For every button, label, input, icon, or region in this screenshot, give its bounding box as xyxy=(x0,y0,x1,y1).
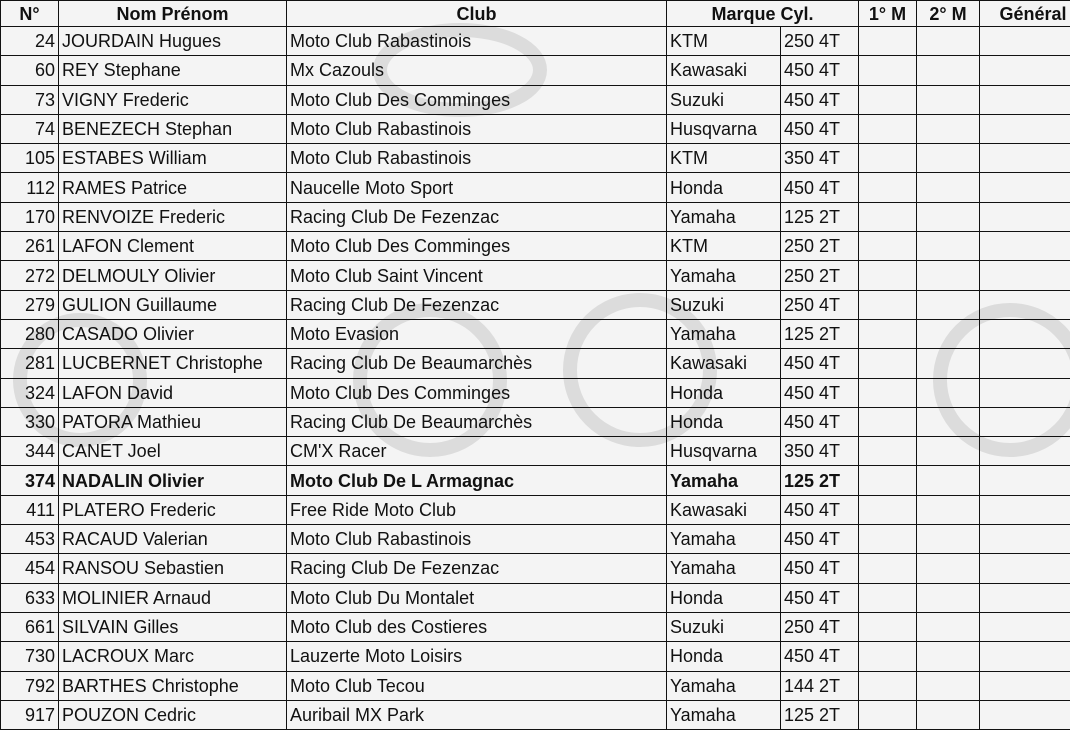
rider-number: 60 xyxy=(1,56,59,85)
rider-number: 917 xyxy=(1,700,59,729)
rider-club: Moto Club De L Armagnac xyxy=(287,466,667,495)
manche-2-cell xyxy=(917,642,980,671)
rider-number: 411 xyxy=(1,495,59,524)
bike-brand: Yamaha xyxy=(667,261,781,290)
manche-1-cell xyxy=(859,466,917,495)
rider-club: Moto Club Des Comminges xyxy=(287,85,667,114)
manche-2-cell xyxy=(917,407,980,436)
table-row xyxy=(1,437,1070,466)
table-row xyxy=(1,378,1070,407)
rider-number: 661 xyxy=(1,612,59,641)
table-row xyxy=(1,700,1070,729)
manche-2-cell xyxy=(917,27,980,56)
bike-brand: Yamaha xyxy=(667,202,781,231)
rider-name: DELMOULY Olivier xyxy=(59,261,287,290)
manche-1-cell xyxy=(859,114,917,143)
general-cell xyxy=(980,525,1070,554)
table-row xyxy=(1,466,1070,495)
rider-name: RENVOIZE Frederic xyxy=(59,202,287,231)
rider-number: 792 xyxy=(1,671,59,700)
rider-number: 633 xyxy=(1,583,59,612)
rider-name: RAMES Patrice xyxy=(59,173,287,202)
header-marque-cyl: Marque Cyl. xyxy=(667,1,859,27)
manche-2-cell xyxy=(917,700,980,729)
manche-2-cell xyxy=(917,202,980,231)
rider-club: Auribail MX Park xyxy=(287,700,667,729)
table-row xyxy=(1,290,1070,319)
table-row xyxy=(1,27,1070,56)
rider-number: 281 xyxy=(1,349,59,378)
manche-1-cell xyxy=(859,437,917,466)
bike-brand: Honda xyxy=(667,173,781,202)
manche-1-cell xyxy=(859,85,917,114)
bike-cylinder: 450 4T xyxy=(781,114,859,143)
table-row xyxy=(1,85,1070,114)
bike-cylinder: 250 2T xyxy=(781,232,859,261)
rider-number: 280 xyxy=(1,319,59,348)
general-cell xyxy=(980,173,1070,202)
bike-cylinder: 125 2T xyxy=(781,319,859,348)
manche-2-cell xyxy=(917,173,980,202)
rider-number: 453 xyxy=(1,525,59,554)
general-cell xyxy=(980,56,1070,85)
rider-name: CASADO Olivier xyxy=(59,319,287,348)
rider-number: 261 xyxy=(1,232,59,261)
bike-brand: Yamaha xyxy=(667,671,781,700)
manche-1-cell xyxy=(859,583,917,612)
manche-1-cell xyxy=(859,319,917,348)
manche-1-cell xyxy=(859,671,917,700)
general-cell xyxy=(980,378,1070,407)
general-cell xyxy=(980,261,1070,290)
table-row xyxy=(1,202,1070,231)
rider-name: ESTABES William xyxy=(59,144,287,173)
general-cell xyxy=(980,466,1070,495)
general-cell xyxy=(980,495,1070,524)
bike-brand: Yamaha xyxy=(667,319,781,348)
rider-name: PLATERO Frederic xyxy=(59,495,287,524)
bike-cylinder: 450 4T xyxy=(781,173,859,202)
manche-1-cell xyxy=(859,202,917,231)
manche-2-cell xyxy=(917,144,980,173)
bike-cylinder: 450 4T xyxy=(781,56,859,85)
manche-2-cell xyxy=(917,612,980,641)
bike-brand: Husqvarna xyxy=(667,437,781,466)
rider-club: Moto Club Des Comminges xyxy=(287,378,667,407)
manche-1-cell xyxy=(859,290,917,319)
rider-club: Moto Club Rabastinois xyxy=(287,144,667,173)
bike-brand: Kawasaki xyxy=(667,349,781,378)
bike-cylinder: 450 4T xyxy=(781,407,859,436)
table-row xyxy=(1,261,1070,290)
rider-name: BARTHES Christophe xyxy=(59,671,287,700)
bike-cylinder: 144 2T xyxy=(781,671,859,700)
manche-2-cell xyxy=(917,466,980,495)
general-cell xyxy=(980,671,1070,700)
rider-name: LUCBERNET Christophe xyxy=(59,349,287,378)
table-row xyxy=(1,232,1070,261)
table-row xyxy=(1,56,1070,85)
bike-brand: Honda xyxy=(667,378,781,407)
table-row xyxy=(1,525,1070,554)
rider-name: JOURDAIN Hugues xyxy=(59,27,287,56)
manche-1-cell xyxy=(859,56,917,85)
table-row xyxy=(1,495,1070,524)
rider-club: Racing Club De Fezenzac xyxy=(287,202,667,231)
header-row xyxy=(1,1,1070,27)
rider-name: BENEZECH Stephan xyxy=(59,114,287,143)
manche-1-cell xyxy=(859,144,917,173)
table-row xyxy=(1,319,1070,348)
rider-name: SILVAIN Gilles xyxy=(59,612,287,641)
table-row xyxy=(1,554,1070,583)
rider-number: 454 xyxy=(1,554,59,583)
table-row xyxy=(1,671,1070,700)
bike-brand: Honda xyxy=(667,583,781,612)
rider-name: GULION Guillaume xyxy=(59,290,287,319)
bike-brand: KTM xyxy=(667,232,781,261)
rider-number: 74 xyxy=(1,114,59,143)
header-num: N° xyxy=(1,1,59,27)
rider-name: RACAUD Valerian xyxy=(59,525,287,554)
general-cell xyxy=(980,437,1070,466)
rider-club: Moto Club Rabastinois xyxy=(287,114,667,143)
general-cell xyxy=(980,642,1070,671)
manche-2-cell xyxy=(917,378,980,407)
table-row xyxy=(1,144,1070,173)
bike-cylinder: 250 4T xyxy=(781,612,859,641)
rider-number: 374 xyxy=(1,466,59,495)
bike-cylinder: 250 4T xyxy=(781,27,859,56)
manche-2-cell xyxy=(917,437,980,466)
rider-club: Moto Club Rabastinois xyxy=(287,525,667,554)
bike-brand: Suzuki xyxy=(667,290,781,319)
manche-2-cell xyxy=(917,232,980,261)
rider-club: Moto Evasion xyxy=(287,319,667,348)
bike-cylinder: 450 4T xyxy=(781,554,859,583)
bike-brand: Honda xyxy=(667,407,781,436)
rider-name: CANET Joel xyxy=(59,437,287,466)
general-cell xyxy=(980,27,1070,56)
manche-2-cell xyxy=(917,495,980,524)
rider-club: Racing Club De Fezenzac xyxy=(287,554,667,583)
bike-brand: Yamaha xyxy=(667,525,781,554)
rider-number: 73 xyxy=(1,85,59,114)
general-cell xyxy=(980,349,1070,378)
manche-1-cell xyxy=(859,27,917,56)
rider-number: 324 xyxy=(1,378,59,407)
manche-1-cell xyxy=(859,495,917,524)
rider-number: 24 xyxy=(1,27,59,56)
rider-club: Free Ride Moto Club xyxy=(287,495,667,524)
rider-name: NADALIN Olivier xyxy=(59,466,287,495)
manche-2-cell xyxy=(917,290,980,319)
manche-1-cell xyxy=(859,261,917,290)
rider-club: Mx Cazouls xyxy=(287,56,667,85)
manche-2-cell xyxy=(917,114,980,143)
rider-name: REY Stephane xyxy=(59,56,287,85)
bike-brand: KTM xyxy=(667,144,781,173)
table-body xyxy=(1,27,1070,730)
rider-name: RANSOU Sebastien xyxy=(59,554,287,583)
bike-cylinder: 250 2T xyxy=(781,261,859,290)
bike-cylinder: 450 4T xyxy=(781,378,859,407)
table-row xyxy=(1,407,1070,436)
rider-name: LAFON Clement xyxy=(59,232,287,261)
table-row xyxy=(1,114,1070,143)
bike-cylinder: 125 2T xyxy=(781,700,859,729)
rider-club: Moto Club Tecou xyxy=(287,671,667,700)
manche-2-cell xyxy=(917,319,980,348)
rider-name: MOLINIER Arnaud xyxy=(59,583,287,612)
general-cell xyxy=(980,612,1070,641)
header-name: Nom Prénom xyxy=(59,1,287,27)
rider-club: Moto Club Rabastinois xyxy=(287,27,667,56)
rider-number: 730 xyxy=(1,642,59,671)
bike-cylinder: 250 4T xyxy=(781,290,859,319)
general-cell xyxy=(980,583,1070,612)
manche-1-cell xyxy=(859,349,917,378)
general-cell xyxy=(980,407,1070,436)
rider-club: Moto Club Du Montalet xyxy=(287,583,667,612)
manche-1-cell xyxy=(859,232,917,261)
manche-2-cell xyxy=(917,85,980,114)
rider-club: Moto Club Saint Vincent xyxy=(287,261,667,290)
table-row xyxy=(1,173,1070,202)
header-manche-2: 2° M xyxy=(917,1,980,27)
bike-cylinder: 450 4T xyxy=(781,349,859,378)
rider-club: Naucelle Moto Sport xyxy=(287,173,667,202)
rider-name: LAFON David xyxy=(59,378,287,407)
rider-name: VIGNY Frederic xyxy=(59,85,287,114)
manche-2-cell xyxy=(917,261,980,290)
bike-cylinder: 450 4T xyxy=(781,495,859,524)
rider-number: 272 xyxy=(1,261,59,290)
rider-club: Racing Club De Fezenzac xyxy=(287,290,667,319)
general-cell xyxy=(980,114,1070,143)
manche-2-cell xyxy=(917,349,980,378)
table-row xyxy=(1,583,1070,612)
rider-club: Racing Club De Beaumarchès xyxy=(287,349,667,378)
bike-brand: Suzuki xyxy=(667,85,781,114)
manche-1-cell xyxy=(859,525,917,554)
header-general: Général xyxy=(980,1,1070,27)
bike-cylinder: 450 4T xyxy=(781,583,859,612)
bike-cylinder: 450 4T xyxy=(781,642,859,671)
bike-cylinder: 125 2T xyxy=(781,466,859,495)
rider-name: LACROUX Marc xyxy=(59,642,287,671)
bike-brand: Honda xyxy=(667,642,781,671)
manche-2-cell xyxy=(917,554,980,583)
bike-brand: Husqvarna xyxy=(667,114,781,143)
rider-number: 112 xyxy=(1,173,59,202)
manche-1-cell xyxy=(859,173,917,202)
manche-1-cell xyxy=(859,554,917,583)
table-row xyxy=(1,612,1070,641)
bike-brand: Suzuki xyxy=(667,612,781,641)
manche-2-cell xyxy=(917,525,980,554)
manche-1-cell xyxy=(859,700,917,729)
manche-2-cell xyxy=(917,583,980,612)
manche-1-cell xyxy=(859,642,917,671)
manche-1-cell xyxy=(859,378,917,407)
bike-brand: Kawasaki xyxy=(667,56,781,85)
manche-2-cell xyxy=(917,671,980,700)
bike-cylinder: 350 4T xyxy=(781,144,859,173)
general-cell xyxy=(980,202,1070,231)
bike-brand: Yamaha xyxy=(667,466,781,495)
rider-number: 105 xyxy=(1,144,59,173)
rider-name: PATORA Mathieu xyxy=(59,407,287,436)
rider-number: 170 xyxy=(1,202,59,231)
rider-club: Moto Club Des Comminges xyxy=(287,232,667,261)
rider-number: 330 xyxy=(1,407,59,436)
general-cell xyxy=(980,85,1070,114)
rider-number: 279 xyxy=(1,290,59,319)
bike-cylinder: 450 4T xyxy=(781,525,859,554)
general-cell xyxy=(980,144,1070,173)
manche-1-cell xyxy=(859,612,917,641)
general-cell xyxy=(980,700,1070,729)
bike-brand: KTM xyxy=(667,27,781,56)
header-manche-1: 1° M xyxy=(859,1,917,27)
bike-brand: Kawasaki xyxy=(667,495,781,524)
manche-2-cell xyxy=(917,56,980,85)
manche-1-cell xyxy=(859,407,917,436)
rider-name: POUZON Cedric xyxy=(59,700,287,729)
rider-club: CM'X Racer xyxy=(287,437,667,466)
general-cell xyxy=(980,232,1070,261)
bike-cylinder: 125 2T xyxy=(781,202,859,231)
table-row xyxy=(1,349,1070,378)
bike-brand: Yamaha xyxy=(667,700,781,729)
bike-cylinder: 450 4T xyxy=(781,85,859,114)
rider-number: 344 xyxy=(1,437,59,466)
bike-cylinder: 350 4T xyxy=(781,437,859,466)
rider-club: Racing Club De Beaumarchès xyxy=(287,407,667,436)
general-cell xyxy=(980,554,1070,583)
general-cell xyxy=(980,290,1070,319)
bike-brand: Yamaha xyxy=(667,554,781,583)
header-club: Club xyxy=(287,1,667,27)
rider-club: Lauzerte Moto Loisirs xyxy=(287,642,667,671)
general-cell xyxy=(980,319,1070,348)
rider-club: Moto Club des Costieres xyxy=(287,612,667,641)
table-row xyxy=(1,642,1070,671)
